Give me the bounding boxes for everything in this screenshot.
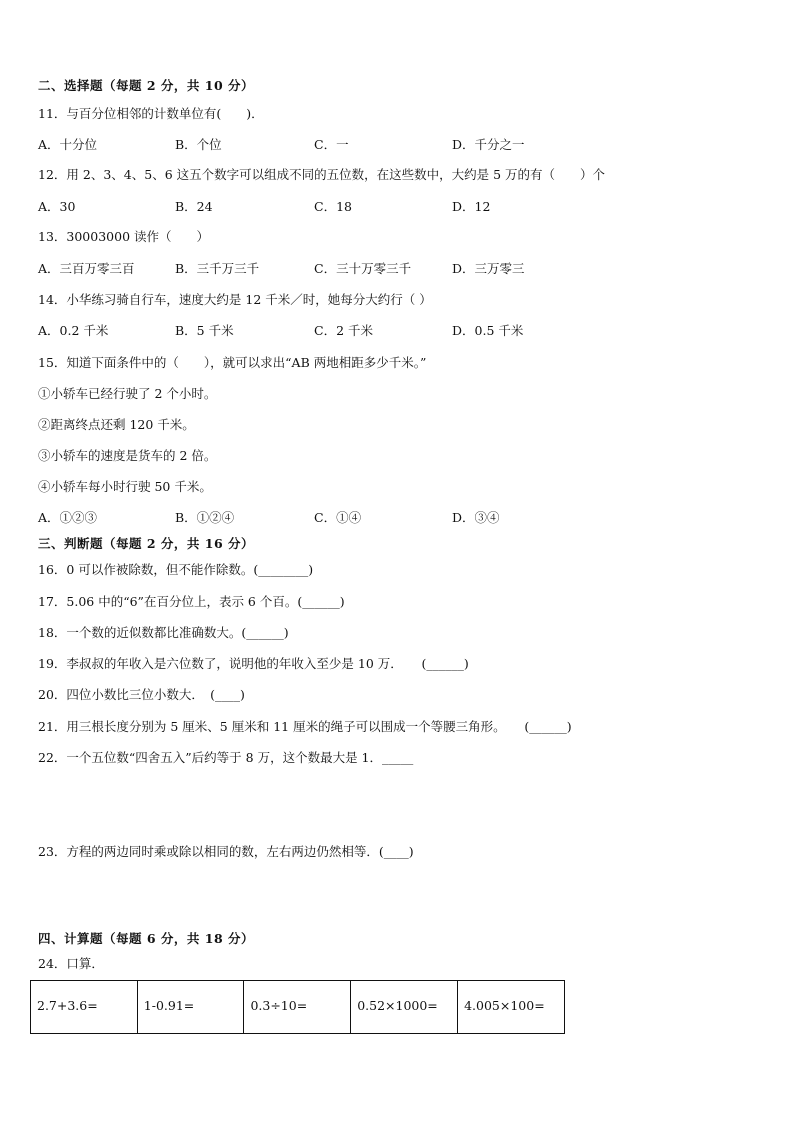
option-d: D．0.5 千米: [452, 323, 524, 338]
option-c: C．2 千米: [314, 323, 373, 338]
calc-cell: 0.52×1000=: [351, 981, 458, 1034]
option-a: A．0.2 千米: [38, 323, 109, 338]
condition-3: ③小轿车的速度是货车的 2 倍。: [38, 448, 217, 463]
section-3-title: 三、判断题（每题 2 分，共 16 分）: [38, 536, 255, 551]
question-13: 13．30003000 读作（ ）: [38, 229, 210, 244]
judge-item-20: 20．四位小数比三位小数大． (____): [38, 687, 245, 702]
option-a: A．①②③: [38, 510, 98, 525]
option-b: B．个位: [175, 137, 222, 152]
section-4-title: 四、计算题（每题 6 分，共 18 分）: [38, 931, 255, 946]
option-b: B．①②④: [175, 510, 235, 525]
section-2-title: 二、选择题（每题 2 分，共 10 分）: [38, 78, 255, 93]
question-15: 15．知道下面条件中的（ ），就可以求出“AB 两地相距多少千米。”: [38, 355, 427, 370]
condition-1: ①小轿车已经行驶了 2 个小时。: [38, 386, 217, 401]
condition-2: ②距离终点还剩 120 千米。: [38, 417, 195, 432]
option-b: B．5 千米: [175, 323, 234, 338]
option-c: C．一: [314, 137, 349, 152]
option-d: D．③④: [452, 510, 500, 525]
calc-cell: 1-0.91=: [137, 981, 244, 1034]
oral-calculation-table: [30, 980, 565, 1034]
judge-item-18: 18．一个数的近似数都比准确数大。(______): [38, 625, 289, 640]
option-b: B．三千万三千: [175, 261, 260, 276]
question-12: 12．用 2、3、4、5、6 这五个数字可以组成不同的五位数，在这些数中，大约是 5 万的有（ ）个: [38, 167, 606, 182]
judge-item-17: 17．5.06 中的“6”在百分位上，表示 6 个百。(______): [38, 594, 345, 609]
question-14: 14．小华练习骑自行车，速度大约是 12 千米／时，她每分大约行（ ）: [38, 292, 432, 307]
question-24: 24．口算．: [38, 956, 104, 971]
option-b: B．24: [175, 199, 213, 214]
option-d: D．三万零三: [452, 261, 525, 276]
option-d: D．千分之一: [452, 137, 525, 152]
question-11: 11．与百分位相邻的计数单位有( )．: [38, 106, 264, 121]
judge-item-21: 21．用三根长度分别为 5 厘米、5 厘米和 11 厘米的绳子可以围成一个等腰三角形。 (______): [38, 719, 572, 734]
calc-cell: 2.7+3.6=: [31, 981, 138, 1034]
judge-item-16: 16．0 可以作被除数，但不能作除数。(________): [38, 562, 314, 577]
option-c: C．三十万零三千: [314, 261, 412, 276]
option-d: D．12: [452, 199, 491, 214]
judge-item-22: 22．一个五位数“四舍五入”后约等于 8 万，这个数最大是 1．_____: [38, 750, 414, 765]
calc-cell: 0.3÷10=: [244, 981, 351, 1034]
judge-item-19: 19．李叔叔的年收入是六位数了，说明他的年收入至少是 10 万． (______): [38, 656, 469, 671]
judge-item-23: 23．方程的两边同时乘或除以相同的数，左右两边仍然相等．(____): [38, 844, 414, 859]
option-a: A．三百万零三百: [38, 261, 135, 276]
option-a: A．十分位: [38, 137, 98, 152]
option-a: A．30: [38, 199, 76, 214]
option-c: C．①④: [314, 510, 362, 525]
condition-4: ④小轿车每小时行驶 50 千米。: [38, 479, 212, 494]
option-c: C．18: [314, 199, 352, 214]
calc-cell: 4.005×100=: [458, 981, 565, 1034]
table-row: [31, 981, 565, 1034]
